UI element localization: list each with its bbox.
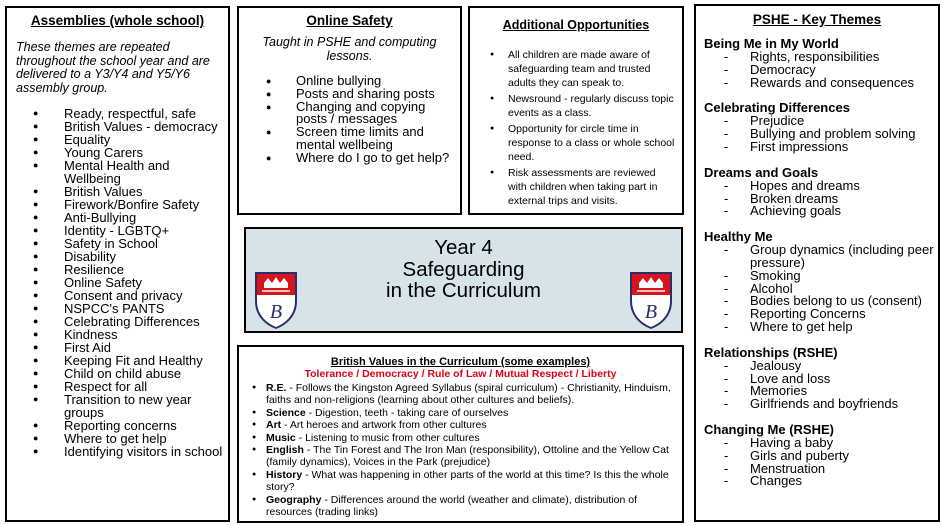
list-item [239,494,682,519]
list-item: - Girlfriends and boyfriends [704,398,938,411]
list-item [239,419,682,431]
pshe-section-title: Relationships (RSHE) [704,344,838,360]
list-item: - Rewards and consequences [704,77,938,90]
list-item [239,407,682,419]
list-item: - Achieving goals [704,205,938,218]
list-item: - Memories [704,385,938,398]
additional-opportunities-title: Additional Opportunities [502,18,650,32]
british-values-subtitle: Tolerance / Democracy / Rule of Law / Mutual Respect / Liberty [304,368,617,380]
subject-name: R.E. [266,382,287,394]
banner-line-year: Year 4 [434,236,493,259]
list-item: ● Resilience [7,263,228,276]
list-item: ● Disability [7,250,228,263]
list-item: ● Young Carers [7,146,228,159]
banner-line-curriculum: in the Curriculum [386,279,541,302]
list-item: ● Ready, respectful, safe [7,107,228,120]
list-item: ● Where do I go to get help? [239,152,460,165]
list-item: - Smoking [704,270,938,283]
assemblies-title: Assemblies (whole school) [30,13,205,28]
subject-description: - What was happening in other parts of the world at this time? Is this the whole story? [266,468,669,494]
subject-description: - Differences around the world (weather and climate), distribution of resources (trading links) [266,493,637,519]
list-item: - Where to get help [704,321,938,334]
list-item: - Having a baby [704,437,938,450]
pshe-section-list [704,51,938,89]
list-item: ● Newsround - regularly discuss topic events as a class. [470,92,682,120]
pshe-panel [694,4,940,522]
pshe-section-list [704,244,938,334]
subject-name: English [266,444,304,457]
pshe-section [704,346,938,411]
pshe-section-title: Celebrating Differences [704,100,850,116]
list-item: ● Screen time limits and mental wellbeing [239,126,460,152]
assemblies-list [7,107,228,458]
list-item: ● Mental Health and Wellbeing [7,159,228,185]
year-banner [244,227,683,333]
list-item: - Broken dreams [704,193,938,206]
list-item: ● Posts and sharing posts [239,88,460,101]
list-item: ● Keeping Fit and Healthy [7,354,228,367]
list-item: - Girls and puberty [704,450,938,463]
list-item: ● Online Safety [7,276,228,289]
british-values-panel [237,345,684,523]
list-item: ● Consent and privacy [7,289,228,302]
list-item: - Menstruation [704,463,938,476]
list-item: - First impressions [704,141,938,154]
pshe-section-title: Being Me in My World [704,36,839,51]
list-item: ● British Values - democracy [7,120,228,133]
list-item: - Changes [704,475,938,488]
british-values-list [239,382,682,518]
subject-description: - Listening to music from other cultures [295,431,480,444]
additional-opportunities-list [470,48,682,208]
pshe-section-title: Changing Me (RSHE) [704,421,834,437]
pshe-section-list [704,434,938,489]
list-item: ● First Aid [7,341,228,354]
list-item [239,469,682,494]
list-item: ● All children are made aware of safeguarding team and trusted adults they can speak to. [470,48,682,90]
list-item: ● Changing and copying posts / messages [239,101,460,127]
list-item: ● British Values [7,185,228,198]
pshe-section [704,37,938,89]
additional-opportunities-panel [468,6,684,215]
banner-heading [336,237,591,302]
subject-description: - The Tin Forest and The Iron Man (responsibility), Ottoline and the Yellow Cat (family dynamics), Voices in the Park (prejudice) [266,444,669,469]
list-item: ● Safety in School [7,237,228,250]
list-item: ● Online bullying [239,75,460,88]
list-item: - Bullying and problem solving [704,128,938,141]
pshe-section-list [704,115,938,153]
list-item: ● Transition to new year groups [7,393,228,419]
online-safety-list [239,75,460,165]
pshe-section-title: Healthy Me [704,229,773,245]
british-values-title: British Values in the Curriculum (some examples) [330,356,591,368]
list-item: ● Where to get help [7,432,228,445]
list-item: - Alcohol [704,283,938,296]
list-item: - Democracy [704,64,938,77]
online-safety-title: Online Safety [306,13,393,28]
list-item: - Rights, responsibilities [704,51,938,64]
pshe-section-title: Dreams and Goals [704,164,819,180]
list-item: ● Identity - LGBTQ+ [7,224,228,237]
online-safety-intro: Taught in PSHE and computing lessons. [262,35,437,63]
list-item: ● Identifying visitors in school [7,445,228,458]
online-safety-panel [237,6,462,215]
subject-name: History [266,468,303,481]
banner-line-safeguarding: Safeguarding [402,257,525,281]
list-item: ● Equality [7,133,228,146]
list-item: - Bodies belong to us (consent) [704,295,938,308]
list-item: ● Child on child abuse [7,367,228,380]
list-item: ● Kindness [7,328,228,341]
list-item: - Hopes and dreams [704,180,938,193]
list-item: ● Opportunity for circle time in response to a class or whole school need. [470,122,682,164]
pshe-section [704,166,938,218]
list-item: - Reporting Concerns [704,308,938,321]
subject-description: - Art heroes and artwork from other cultures [281,419,487,432]
pshe-title: PSHE - Key Themes [752,12,882,27]
list-item: - Prejudice [704,115,938,128]
list-item [239,444,682,469]
subject-name: Geography [266,493,322,506]
list-item: ● Celebrating Differences [7,315,228,328]
crest-letter: B [269,301,283,323]
list-item: ● NSPCC's PANTS [7,302,228,315]
pshe-section-list [704,177,938,219]
subject-name: Music [266,431,296,444]
subject-description: - Follows the Kingston Agreed Syllabus (spiral curriculum) - Christianity, Hinduism, faiths and non-religions (learning about other cultures and beliefs). [266,382,671,407]
subject-name: Art [266,419,282,432]
list-item: ● Risk assessments are reviewed with children when taking part in external trips and visits. [470,166,682,208]
subject-name: Science [266,406,306,419]
assemblies-panel [5,6,230,522]
pshe-section [704,230,938,334]
crest-letter: B [644,301,658,323]
list-item: - Jealousy [704,360,938,373]
pshe-sections [696,37,938,488]
list-item: - Group dynamics (including peer pressure) [704,244,938,270]
list-item: ● Anti-Bullying [7,211,228,224]
pshe-section [704,101,938,153]
list-item: ● Reporting concerns [7,419,228,432]
school-crest-icon [629,271,673,329]
list-item [239,382,682,407]
subject-description: - Digestion, teeth - taking care of ourselves [305,406,509,419]
list-item: ● Respect for all [7,380,228,393]
pshe-section [704,423,938,488]
assemblies-intro: These themes are repeated throughout the school year and are delivered to a Y3/Y4 and Y5/Y6 assembly group. [16,40,210,95]
pshe-section-list [704,357,938,412]
list-item: ● Firework/Bonfire Safety [7,198,228,211]
list-item [239,432,682,444]
school-crest-icon [254,271,298,329]
list-item: - Love and loss [704,373,938,386]
